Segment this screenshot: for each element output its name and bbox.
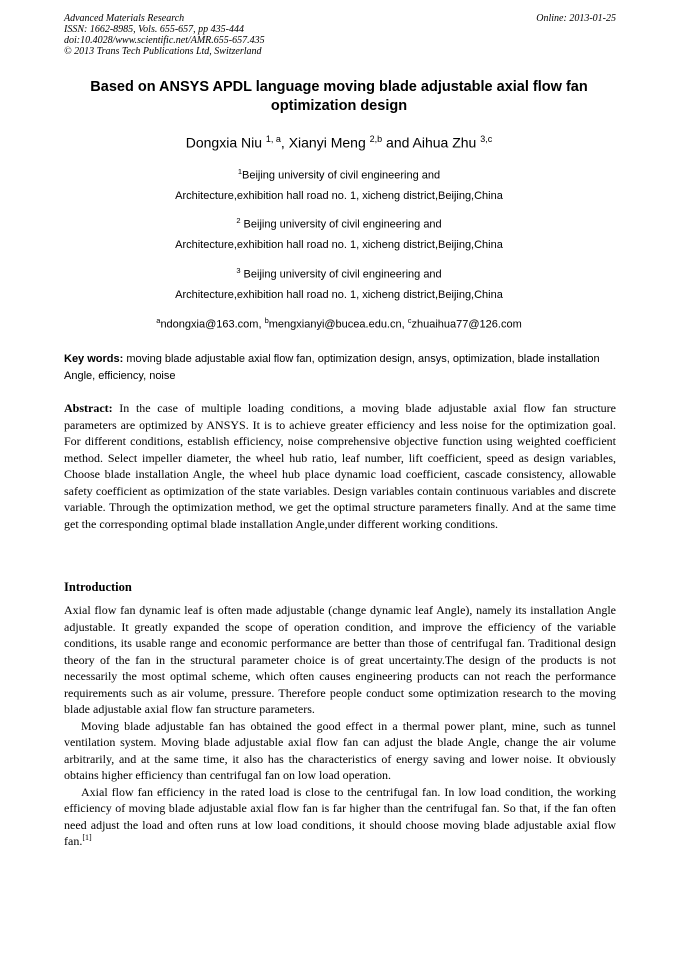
affiliation-text: Beijing university of civil engineering and [240, 268, 442, 281]
author-name: Xianyi Meng [288, 134, 366, 151]
keywords-section [64, 351, 616, 385]
affiliation-2-line-1 [60, 214, 618, 232]
email-mark: b [264, 316, 269, 325]
citation-ref: [1] [82, 833, 92, 842]
author-name: Dongxia Niu [185, 134, 262, 151]
journal-name: Advanced Materials Research [64, 13, 185, 24]
affiliation-1-line-1 [60, 165, 618, 183]
author-affiliation-mark: 1, a [265, 134, 281, 144]
abstract-section [64, 400, 616, 532]
author-separator: and [382, 134, 413, 151]
doi-line: doi:10.4028/www.scientific.net/AMR.655-657.435 [64, 35, 265, 46]
email-mark: a [156, 316, 161, 325]
affiliation-text: Beijing university of civil engineering and [242, 169, 441, 182]
author-name: Aihua Zhu [412, 134, 477, 151]
email-address: zhuaihua77@126.com [411, 318, 522, 331]
affiliation-3-line-1 [60, 264, 618, 282]
paper-title: Based on ANSYS APDL language moving blade adjustable axial flow fan optimization design [90, 79, 588, 114]
email-address: mengxianyi@bucea.edu.cn [268, 318, 402, 331]
keywords-text: moving blade adjustable axial flow fan, optimization design, ansys, optimization, blade installation Angle, efficiency, noise [64, 353, 600, 382]
email-address: ndongxia@163.com [160, 318, 259, 331]
author-affiliation-mark: 3,c [480, 134, 493, 144]
abstract-text: In the case of multiple loading conditions, a moving blade adjustable axial flow fan structure parameters are optimized by ANSYS. It is to achieve greater efficiency and less noise for the optimization goal. For different conditions, establish efficiency, noise comprehensive objective function using weighted coefficient method. Select impeller diameter, the wheel hub ratio, leaf number, lift coefficient, speed as design variables, Choose blade installation Angle, the wheel hub place dynamic load coefficient, cascade consistency, allowable safety coefficient as optimization of the state variables. Design variables contain continuous variables and discrete variable. Through the optimization method, we get the optimal structure parameters finally. And at the same time get the corresponding optimal blade installation Angle,under different working conditions. [64, 401, 616, 531]
introduction-heading: Introduction [64, 580, 132, 594]
introduction-paragraph: Moving blade adjustable fan has obtained the good effect in a thermal power plant, mine, such as tunnel ventilation system. Moving blade adjustable axial flow fan can adjust the blade Angle, change the air volume arbitrarily, and at the same time, it also has the characteristics of energy saving and lower noise. It obviously obtains higher efficiency than centrifugal fan on low load operation. [64, 718, 616, 782]
author-separator: , [280, 134, 289, 151]
introduction-paragraph-text: Axial flow fan efficiency in the rated load is close to the centrifugal fan. In low load condition, the working efficiency of moving blade adjustable axial flow fan is far higher than the centrifugal fan. So that, if the fan often need adjust the load and often runs at low load conditions, it should choose moving blade adjustable axial flow fan. [64, 784, 616, 848]
email-mark: c [407, 316, 412, 325]
introduction-paragraph [64, 784, 616, 850]
email-list [60, 314, 618, 332]
email-separator: , [401, 318, 408, 331]
copyright-line: © 2013 Trans Tech Publications Ltd, Switzerland [64, 46, 262, 57]
introduction-paragraph: Axial flow fan dynamic leaf is often made adjustable (change dynamic leaf Angle), namely its installation Angle adjustable. It greatly expanded the scope of operation condition, and improve the efficiency of the variable conditions, its usable range and economic performance are better than those of centrifugal fan. Traditional design theory of the fan in the structural parameter choice is of great uncertainty.The design of the products is not necessarily the most optimal scheme, which often causes engineering products can not reach the performance requirements such as air volume, pressure. Therefore people conduct some optimization research to the moving blade adjustable axial flow fan structure parameters. [64, 603, 616, 716]
affiliation-mark: 2 [236, 216, 241, 225]
affiliation-text: Beijing university of civil engineering and [240, 218, 442, 231]
affiliation-3-line-2: Architecture,exhibition hall road no. 1, xicheng district,Beijing,China [175, 289, 503, 301]
abstract-label: Abstract: [64, 401, 113, 415]
online-date: Online: 2013-01-25 [536, 13, 616, 24]
affiliation-mark: 3 [236, 266, 241, 275]
issn-line: ISSN: 1662-8985, Vols. 655-657, pp 435-444 [64, 24, 244, 35]
journal-header [64, 13, 616, 57]
author-affiliation-mark: 2,b [369, 134, 383, 144]
author-list [60, 129, 618, 153]
introduction-body [64, 602, 616, 850]
email-separator: , [258, 318, 265, 331]
affiliation-1-line-2: Architecture,exhibition hall road no. 1, xicheng district,Beijing,China [175, 190, 503, 202]
keywords-label: Key words: [64, 353, 124, 365]
affiliation-2-line-2: Architecture,exhibition hall road no. 1, xicheng district,Beijing,China [175, 239, 503, 251]
affiliation-mark: 1 [237, 167, 243, 176]
